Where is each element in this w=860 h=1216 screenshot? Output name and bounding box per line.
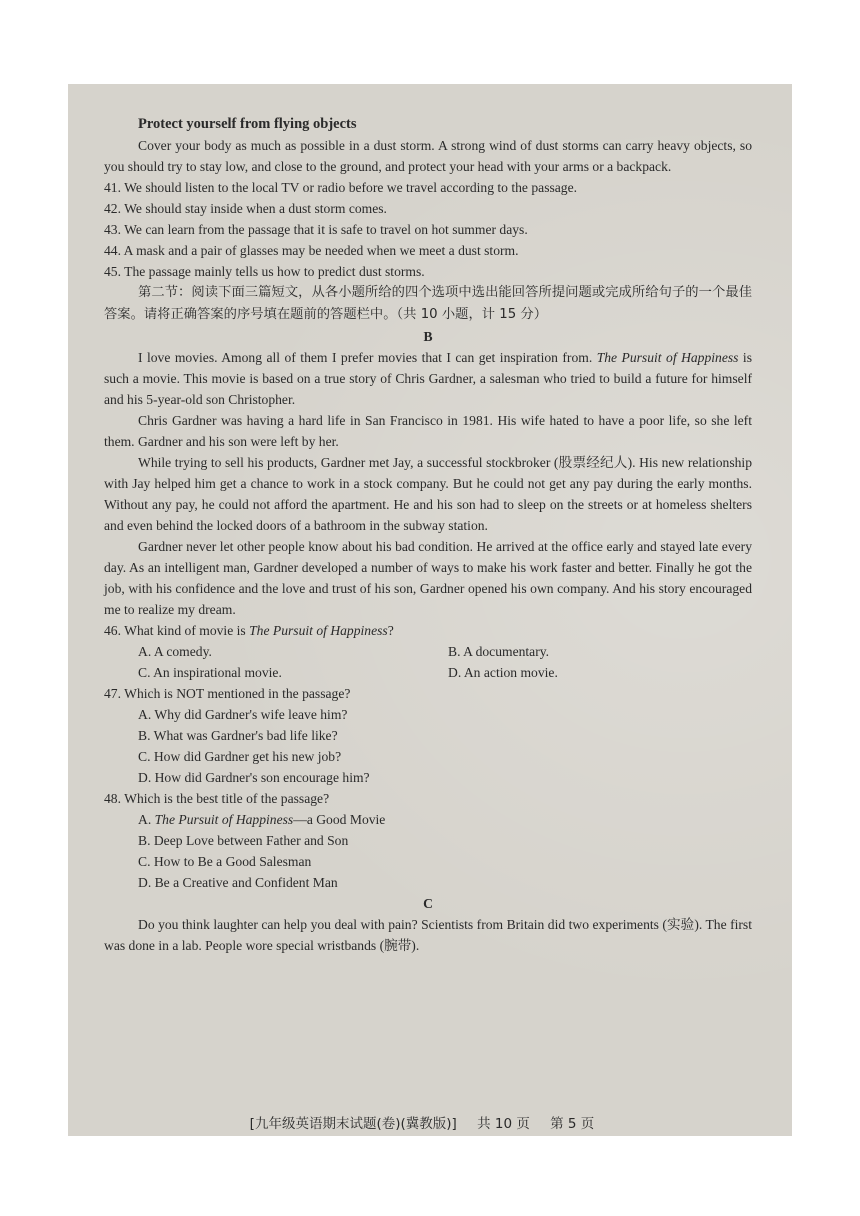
total-pages: 共 10 页 <box>477 1116 530 1132</box>
page-footer <box>68 1112 792 1132</box>
question-47 <box>104 683 752 788</box>
true-false-statements <box>104 177 752 282</box>
option-d: D. How did Gardner's son encourage him? <box>138 770 370 785</box>
question-46 <box>104 620 752 683</box>
paragraph-text: is such a movie. This movie is based on a true story of Chris Gardner, a salesman who tried to build a future for himself and his 5-year-old son Christopher. <box>104 350 752 407</box>
section-two-instruction: 第二节：阅读下面三篇短文，从各小题所给的四个选项中选出能回答所提问题或完成所给句子的一个最佳答案。请将正确答案的序号填在题前的答题栏中。（共 10 小题，计 15 分） <box>104 285 752 322</box>
option-c: C. How did Gardner get his new job? <box>138 749 342 764</box>
statement-44: 44. A mask and a pair of glasses may be needed when we meet a dust storm. <box>104 243 519 258</box>
statement-45: 45. The passage mainly tells us how to predict dust storms. <box>104 264 425 279</box>
option-c: C. How to Be a Good Salesman <box>138 854 312 869</box>
question-stem: 48. Which is the best title of the passage? <box>104 791 330 806</box>
statement-43: 43. We can learn from the passage that it is safe to travel on hot summer days. <box>104 222 528 237</box>
statement-41: 41. We should listen to the local TV or radio before we travel according to the passage. <box>104 180 578 195</box>
option-c: C. An inspirational movie. <box>138 665 282 680</box>
stem-text: ? <box>387 623 394 638</box>
movie-title: The Pursuit of Happiness <box>249 623 388 638</box>
passage-b-paragraph-3: While trying to sell his products, Gardner met Jay, a successful stockbroker (股票经纪人). His new relationship with Jay helped him get a chance to work in a stock company. But he could not get any pay during the early months. Without any pay, he could not afford the apartment. He and his son had to sleep on the streets or at homeless shelters and even behind the locked doors of a bathroom in the subway station. <box>104 455 752 533</box>
option-a <box>104 809 752 830</box>
question-stem: 47. Which is NOT mentioned in the passage? <box>104 686 351 701</box>
option-prefix: A. <box>138 812 155 827</box>
option-b: B. What was Gardner's bad life like? <box>138 728 338 743</box>
paragraph-text: I love movies. Among all of them I prefer movies that I can get inspiration from. <box>138 350 597 365</box>
passage-c-paragraph-1: Do you think laughter can help you deal with pain? Scientists from Britain did two experiments (实验). The first was done in a lab. People wore special wristbands (腕带). <box>104 917 752 953</box>
movie-title: The Pursuit of Happiness <box>596 350 739 365</box>
options <box>104 641 752 683</box>
document-photo <box>68 84 792 1136</box>
passage-b-paragraph-1 <box>104 347 752 410</box>
option-b: B. Deep Love between Father and Son <box>138 833 349 848</box>
option-d: D. An action movie. <box>448 665 558 680</box>
statement-42: 42. We should stay inside when a dust storm comes. <box>104 201 387 216</box>
option-b: B. A documentary. <box>448 644 550 659</box>
exam-page <box>104 114 752 956</box>
question-stem <box>104 620 752 641</box>
question-48 <box>104 788 752 893</box>
option-a: A. Why did Gardner's wife leave him? <box>138 707 348 722</box>
stem-text: 46. What kind of movie is <box>104 623 250 638</box>
option-text: —a Good Movie <box>293 812 386 827</box>
option-a: A. A comedy. <box>138 644 212 659</box>
passage-c-label: C <box>423 896 433 911</box>
passage-b-paragraph-2: Chris Gardner was having a hard life in San Francisco in 1981. His wife hated to have a poor life, so she left them. Gardner and his son were left by her. <box>104 413 752 449</box>
option-d: D. Be a Creative and Confident Man <box>138 875 338 890</box>
passage-b-paragraph-4: Gardner never let other people know about his bad condition. He arrived at the office early and stayed late every day. As an intelligent man, Gardner developed a number of ways to make his work faster and better. Finally he got the job, with his confidence and the love and trust of his son, Gardner opened his own company. And his story encouraged me to realize my dream. <box>104 539 752 617</box>
section-heading: Protect yourself from flying objects <box>138 116 357 132</box>
passage-b-label: B <box>423 329 433 344</box>
paragraph: Cover your body as much as possible in a dust storm. A strong wind of dust storms can carry heavy objects, so you should try to stay low, and close to the ground, and protect your head with your arms or a backpack. <box>104 138 752 174</box>
exam-title: [九年级英语期末试题(卷)(冀教版)] <box>249 1116 457 1132</box>
movie-title: The Pursuit of Happiness <box>154 812 294 827</box>
page-number: 第 5 页 <box>550 1116 595 1132</box>
